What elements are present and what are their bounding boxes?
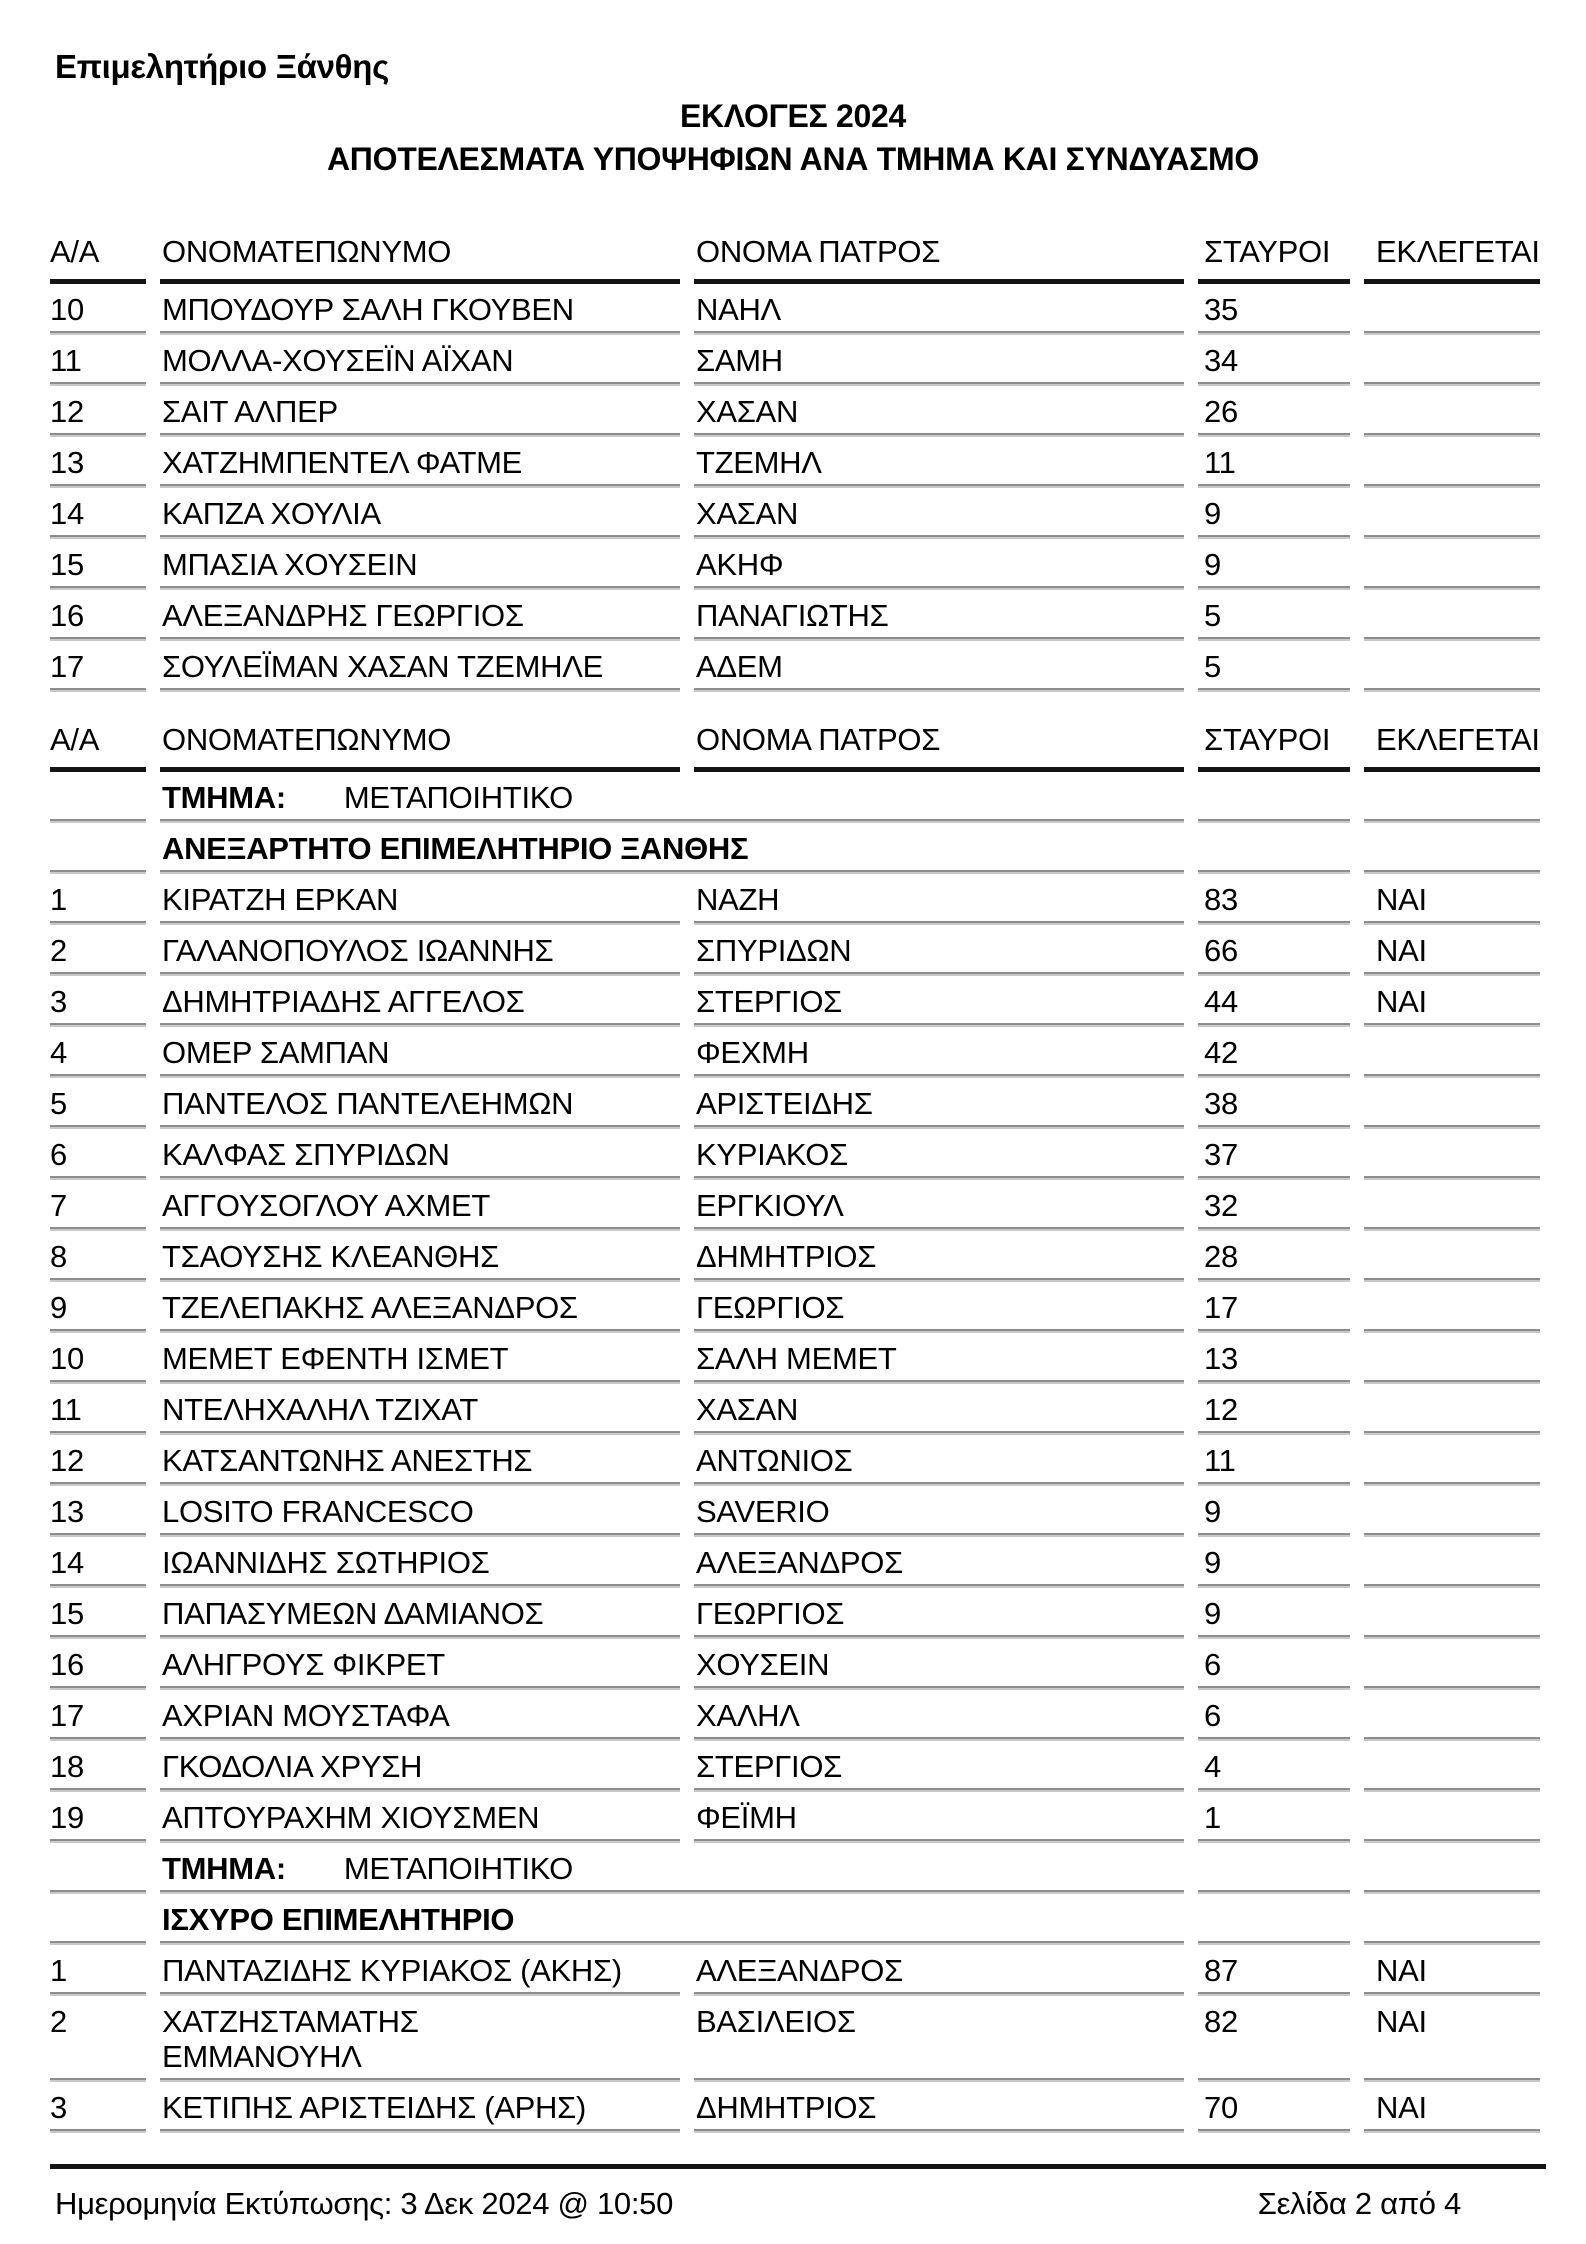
father-name-cell: ΧΑΣΑΝ (694, 1384, 1184, 1435)
name-cell: ΚΑΤΣΑΝΤΩΝΗΣ ΑΝΕΣΤΗΣ (160, 1435, 680, 1486)
name-cell: ΓΚΟΔΟΛΙΑ ΧΡΥΣΗ (160, 1741, 680, 1792)
page-indicator: Σελίδα 2 από 4 (1257, 2186, 1461, 2221)
name-cell: ΓΑΛΑΝΟΠΟΥΛΟΣ ΙΩΑΝΝΗΣ (160, 925, 680, 976)
father-name-cell: ΣΤΕΡΓΙΟΣ (694, 976, 1184, 1027)
table-row (50, 437, 1540, 488)
table-row (50, 1180, 1540, 1231)
father-name-cell: ΣΤΕΡΓΙΟΣ (694, 1741, 1184, 1792)
aa-cell: 7 (50, 1180, 146, 1231)
father-name-cell: ΝΑΖΗ (694, 874, 1184, 925)
father-name-cell: SAVERIO (694, 1486, 1184, 1537)
name-cell: ΙΩΑΝΝΙΔΗΣ ΣΩΤΗΡΙΟΣ (160, 1537, 680, 1588)
report-subtitle: ΑΠΟΤΕΛΕΣΜΑΤΑ ΥΠΟΨΗΦΙΩΝ ΑΝΑ ΤΜΗΜΑ ΚΑΙ ΣΥΝΔΥΑΣΜΟ (327, 141, 1259, 177)
column-header-father: ΟΝΟΜΑ ΠΑΤΡΟΣ (694, 692, 1184, 772)
column-header-father: ΟΝΟΜΑ ΠΑΤΡΟΣ (694, 178, 1184, 284)
empty-cell (1364, 1843, 1540, 1894)
father-name-cell: ΦΕΪΜΗ (694, 1792, 1184, 1843)
aa-cell: 14 (50, 488, 146, 539)
elected-cell (1364, 386, 1540, 437)
elected-cell (1364, 1435, 1540, 1486)
combination-row (50, 823, 1540, 874)
father-name-cell: ΧΑΛΗΛ (694, 1690, 1184, 1741)
department-row (50, 1843, 1540, 1894)
table-row (50, 1231, 1540, 1282)
table-row (50, 1282, 1540, 1333)
elected-cell (1364, 1588, 1540, 1639)
elected-cell: ΝΑΙ (1364, 976, 1540, 1027)
elected-cell (1364, 1741, 1540, 1792)
crosses-cell: 1 (1198, 1792, 1350, 1843)
empty-cell (1198, 772, 1350, 823)
aa-cell: 16 (50, 590, 146, 641)
aa-cell: 15 (50, 1588, 146, 1639)
name-cell: ΣΑΙΤ ΑΛΠΕΡ (160, 386, 680, 437)
elected-cell (1364, 488, 1540, 539)
aa-cell: 2 (50, 1996, 146, 2082)
table-row (50, 641, 1540, 692)
aa-cell: 4 (50, 1027, 146, 1078)
elected-cell: ΝΑΙ (1364, 2082, 1540, 2133)
department-label: ΤΜΗΜΑ: (162, 1851, 286, 1886)
empty-cell (50, 772, 146, 823)
father-name-cell: ΑΛΕΞΑΝΔΡΟΣ (694, 1945, 1184, 1996)
crosses-cell: 42 (1198, 1027, 1350, 1078)
father-name-cell: ΚΥΡΙΑΚΟΣ (694, 1129, 1184, 1180)
column-header-aa: Α/Α (50, 178, 146, 284)
name-cell: ΠΑΠΑΣΥΜΕΩΝ ΔΑΜΙΑΝΟΣ (160, 1588, 680, 1639)
aa-cell: 10 (50, 1333, 146, 1384)
name-cell: ΣΟΥΛΕΪΜΑΝ ΧΑΣΑΝ ΤΖΕΜΗΛΕ (160, 641, 680, 692)
table-row (50, 1333, 1540, 1384)
name-cell: ΜΕΜΕΤ ΕΦΕΝΤΗ ΙΣΜΕΤ (160, 1333, 680, 1384)
name-cell: ΑΠΤΟΥΡΑΧΗΜ ΧΙΟΥΣΜΕΝ (160, 1792, 680, 1843)
father-name-cell: ΑΡΙΣΤΕΙΔΗΣ (694, 1078, 1184, 1129)
father-name-cell: ΦΕΧΜΗ (694, 1027, 1184, 1078)
crosses-cell: 82 (1198, 1996, 1350, 2082)
table-row (50, 1129, 1540, 1180)
crosses-cell: 32 (1198, 1180, 1350, 1231)
empty-cell (1364, 772, 1540, 823)
crosses-cell: 35 (1198, 284, 1350, 335)
empty-cell (1198, 1894, 1350, 1945)
table-row (50, 1639, 1540, 1690)
name-cell: ΠΑΝΤΑΖΙΔΗΣ ΚΥΡΙΑΚΟΣ (ΑΚΗΣ) (160, 1945, 680, 1996)
crosses-cell: 87 (1198, 1945, 1350, 1996)
elected-cell (1364, 437, 1540, 488)
results-table-continued (36, 178, 1554, 692)
report-title: ΕΚΛΟΓΕΣ 2024 (679, 98, 907, 134)
father-name-cell: ΑΛΕΞΑΝΔΡΟΣ (694, 1537, 1184, 1588)
aa-cell: 2 (50, 925, 146, 976)
aa-cell: 9 (50, 1282, 146, 1333)
aa-cell: 11 (50, 1384, 146, 1435)
crosses-cell: 83 (1198, 874, 1350, 925)
father-name-cell: ΕΡΓΚΙΟΥΛ (694, 1180, 1184, 1231)
elected-cell (1364, 1333, 1540, 1384)
father-name-cell: ΓΕΩΡΓΙΟΣ (694, 1282, 1184, 1333)
crosses-cell: 5 (1198, 641, 1350, 692)
department-row (50, 772, 1540, 823)
table-row (50, 874, 1540, 925)
crosses-cell: 26 (1198, 386, 1350, 437)
print-date: Ημερομηνία Εκτύπωσης: 3 Δεκ 2024 @ 10:50 (55, 2186, 674, 2221)
aa-cell: 17 (50, 1690, 146, 1741)
aa-cell: 12 (50, 1435, 146, 1486)
name-cell: ΚΑΠΖΑ ΧΟΥΛΙΑ (160, 488, 680, 539)
table-row (50, 1078, 1540, 1129)
crosses-cell: 11 (1198, 1435, 1350, 1486)
elected-cell (1364, 1027, 1540, 1078)
father-name-cell: ΣΑΛΗ ΜΕΜΕΤ (694, 1333, 1184, 1384)
name-cell: ΝΤΕΛΗΧΑΛΗΛ ΤΖΙΧΑΤ (160, 1384, 680, 1435)
crosses-cell: 66 (1198, 925, 1350, 976)
crosses-cell: 11 (1198, 437, 1350, 488)
name-cell: ΑΛΗΓΡΟΥΣ ΦΙΚΡΕΤ (160, 1639, 680, 1690)
name-cell: ΧΑΤΖΗΜΠΕΝΤΕΛ ΦΑΤΜΕ (160, 437, 680, 488)
elected-cell (1364, 641, 1540, 692)
crosses-cell: 34 (1198, 335, 1350, 386)
crosses-cell: 37 (1198, 1129, 1350, 1180)
name-cell: ΑΧΡΙΑΝ ΜΟΥΣΤΑΦΑ (160, 1690, 680, 1741)
table-row (50, 2082, 1540, 2133)
name-cell: ΟΜΕΡ ΣΑΜΠΑΝ (160, 1027, 680, 1078)
column-header-aa: Α/Α (50, 692, 146, 772)
father-name-cell: ΠΑΝΑΓΙΩΤΗΣ (694, 590, 1184, 641)
table-header-row (50, 692, 1540, 772)
crosses-cell: 6 (1198, 1690, 1350, 1741)
elected-cell (1364, 539, 1540, 590)
empty-cell (1198, 1843, 1350, 1894)
elected-cell: ΝΑΙ (1364, 925, 1540, 976)
elected-cell (1364, 1129, 1540, 1180)
crosses-cell: 28 (1198, 1231, 1350, 1282)
table-row (50, 1537, 1540, 1588)
department-label: ΤΜΗΜΑ: (162, 780, 286, 815)
aa-cell: 14 (50, 1537, 146, 1588)
father-name-cell: ΔΗΜΗΤΡΙΟΣ (694, 1231, 1184, 1282)
column-header-crosses: ΣΤΑΥΡΟΙ (1198, 178, 1350, 284)
empty-cell (50, 1843, 146, 1894)
empty-cell (50, 1894, 146, 1945)
aa-cell: 16 (50, 1639, 146, 1690)
elected-cell (1364, 284, 1540, 335)
elected-cell: ΝΑΙ (1364, 1945, 1540, 1996)
father-name-cell: ΓΕΩΡΓΙΟΣ (694, 1588, 1184, 1639)
elected-cell: ΝΑΙ (1364, 874, 1540, 925)
aa-cell: 19 (50, 1792, 146, 1843)
aa-cell: 13 (50, 437, 146, 488)
aa-cell: 17 (50, 641, 146, 692)
crosses-cell: 6 (1198, 1639, 1350, 1690)
empty-cell (50, 823, 146, 874)
elected-cell (1364, 590, 1540, 641)
elected-cell (1364, 335, 1540, 386)
column-header-name: ΟΝΟΜΑΤΕΠΩΝΥΜΟ (160, 178, 680, 284)
aa-cell: 10 (50, 284, 146, 335)
elected-cell: ΝΑΙ (1364, 1996, 1540, 2082)
table-row (50, 1741, 1540, 1792)
table-header-row (50, 178, 1540, 284)
combination-name: ΑΝΕΞΑΡΤΗΤΟ ΕΠΙΜΕΛΗΤΗΡΙΟ ΞΑΝΘΗΣ (160, 823, 1184, 874)
table-row (50, 539, 1540, 590)
table-row (50, 1792, 1540, 1843)
aa-cell: 1 (50, 1945, 146, 1996)
father-name-cell: ΣΑΜΗ (694, 335, 1184, 386)
crosses-cell: 13 (1198, 1333, 1350, 1384)
aa-cell: 3 (50, 976, 146, 1027)
father-name-cell: ΑΔΕΜ (694, 641, 1184, 692)
crosses-cell: 9 (1198, 1588, 1350, 1639)
name-cell: ΚΕΤΙΠΗΣ ΑΡΙΣΤΕΙΔΗΣ (ΑΡΗΣ) (160, 2082, 680, 2133)
father-name-cell: ΔΗΜΗΤΡΙΟΣ (694, 2082, 1184, 2133)
table-row (50, 284, 1540, 335)
elected-cell (1364, 1384, 1540, 1435)
elected-cell (1364, 1690, 1540, 1741)
table-row (50, 1486, 1540, 1537)
column-header-name: ΟΝΟΜΑΤΕΠΩΝΥΜΟ (160, 692, 680, 772)
table-row (50, 925, 1540, 976)
crosses-cell: 9 (1198, 488, 1350, 539)
name-cell: ΜΠΑΣΙΑ ΧΟΥΣΕΙΝ (160, 539, 680, 590)
table-row (50, 1996, 1540, 2082)
combination-name: ΙΣΧΥΡΟ ΕΠΙΜΕΛΗΤΗΡΙΟ (160, 1894, 1184, 1945)
aa-cell: 1 (50, 874, 146, 925)
elected-cell (1364, 1537, 1540, 1588)
footer-rule (50, 2164, 1546, 2222)
father-name-cell: ΑΝΤΩΝΙΟΣ (694, 1435, 1184, 1486)
elected-cell (1364, 1639, 1540, 1690)
crosses-cell: 9 (1198, 539, 1350, 590)
empty-cell (1364, 823, 1540, 874)
name-cell: ΑΓΓΟΥΣΟΓΛΟΥ ΑΧΜΕΤ (160, 1180, 680, 1231)
aa-cell: 3 (50, 2082, 146, 2133)
name-cell: ΠΑΝΤΕΛΟΣ ΠΑΝΤΕΛΕΗΜΩΝ (160, 1078, 680, 1129)
father-name-cell: ΧΟΥΣΕΙΝ (694, 1639, 1184, 1690)
name-cell: ΚΙΡΑΤΖΗ ΕΡΚΑΝ (160, 874, 680, 925)
name-cell: LOSITO FRANCESCO (160, 1486, 680, 1537)
father-name-cell: ΒΑΣΙΛΕΙΟΣ (694, 1996, 1184, 2082)
column-header-crosses: ΣΤΑΥΡΟΙ (1198, 692, 1350, 772)
table-row (50, 386, 1540, 437)
table-row (50, 1945, 1540, 1996)
elected-cell (1364, 1792, 1540, 1843)
crosses-cell: 12 (1198, 1384, 1350, 1435)
department-cell (160, 1843, 1184, 1894)
elected-cell (1364, 1231, 1540, 1282)
aa-cell: 11 (50, 335, 146, 386)
crosses-cell: 9 (1198, 1537, 1350, 1588)
elected-cell (1364, 1486, 1540, 1537)
name-cell: ΔΗΜΗΤΡΙΑΔΗΣ ΑΓΓΕΛΟΣ (160, 976, 680, 1027)
empty-cell (1364, 1894, 1540, 1945)
aa-cell: 5 (50, 1078, 146, 1129)
name-cell: ΑΛΕΞΑΝΔΡΗΣ ΓΕΩΡΓΙΟΣ (160, 590, 680, 641)
father-name-cell: ΤΖΕΜΗΛ (694, 437, 1184, 488)
department-cell (160, 772, 1184, 823)
name-cell: ΜΠΟΥΔΟΥΡ ΣΑΛΗ ΓΚΟΥΒΕΝ (160, 284, 680, 335)
aa-cell: 18 (50, 1741, 146, 1792)
table-row (50, 976, 1540, 1027)
results-table-main (36, 692, 1554, 2133)
aa-cell: 15 (50, 539, 146, 590)
crosses-cell: 38 (1198, 1078, 1350, 1129)
father-name-cell: ΝΑΗΛ (694, 284, 1184, 335)
table-row (50, 1027, 1540, 1078)
column-header-elected: ΕΚΛΕΓΕΤΑΙ (1364, 178, 1540, 284)
crosses-cell: 4 (1198, 1741, 1350, 1792)
empty-cell (1198, 823, 1350, 874)
aa-cell: 6 (50, 1129, 146, 1180)
name-cell: ΚΑΛΦΑΣ ΣΠΥΡΙΔΩΝ (160, 1129, 680, 1180)
department-value: ΜΕΤΑΠΟΙΗΤΙΚΟ (343, 780, 573, 815)
name-cell: ΜΟΛΛΑ-ΧΟΥΣΕΪΝ ΑΪΧΑΝ (160, 335, 680, 386)
crosses-cell: 70 (1198, 2082, 1350, 2133)
name-cell: ΤΖΕΛΕΠΑΚΗΣ ΑΛΕΞΑΝΔΡΟΣ (160, 1282, 680, 1333)
crosses-cell: 9 (1198, 1486, 1350, 1537)
elected-cell (1364, 1282, 1540, 1333)
combination-row (50, 1894, 1540, 1945)
table-row (50, 1384, 1540, 1435)
father-name-cell: ΧΑΣΑΝ (694, 386, 1184, 437)
father-name-cell: ΧΑΣΑΝ (694, 488, 1184, 539)
crosses-cell: 44 (1198, 976, 1350, 1027)
table-row (50, 1690, 1540, 1741)
department-value: ΜΕΤΑΠΟΙΗΤΙΚΟ (343, 1851, 573, 1886)
elected-cell (1364, 1180, 1540, 1231)
table-row (50, 335, 1540, 386)
name-cell: ΧΑΤΖΗΣΤΑΜΑΤΗΣ ΕΜΜΑΝΟΥΗΛ (160, 1996, 680, 2082)
column-header-elected: ΕΚΛΕΓΕΤΑΙ (1364, 692, 1540, 772)
footer (50, 2169, 1546, 2222)
table-row (50, 1435, 1540, 1486)
father-name-cell: ΣΠΥΡΙΔΩΝ (694, 925, 1184, 976)
crosses-cell: 5 (1198, 590, 1350, 641)
aa-cell: 8 (50, 1231, 146, 1282)
father-name-cell: ΑΚΗΦ (694, 539, 1184, 590)
aa-cell: 12 (50, 386, 146, 437)
organization-title: Επιμελητήριο Ξάνθης (55, 48, 389, 85)
aa-cell: 13 (50, 1486, 146, 1537)
table-row (50, 488, 1540, 539)
crosses-cell: 17 (1198, 1282, 1350, 1333)
elected-cell (1364, 1078, 1540, 1129)
table-row (50, 1588, 1540, 1639)
table-row (50, 590, 1540, 641)
name-cell: ΤΣΑΟΥΣΗΣ ΚΛΕΑΝΘΗΣ (160, 1231, 680, 1282)
